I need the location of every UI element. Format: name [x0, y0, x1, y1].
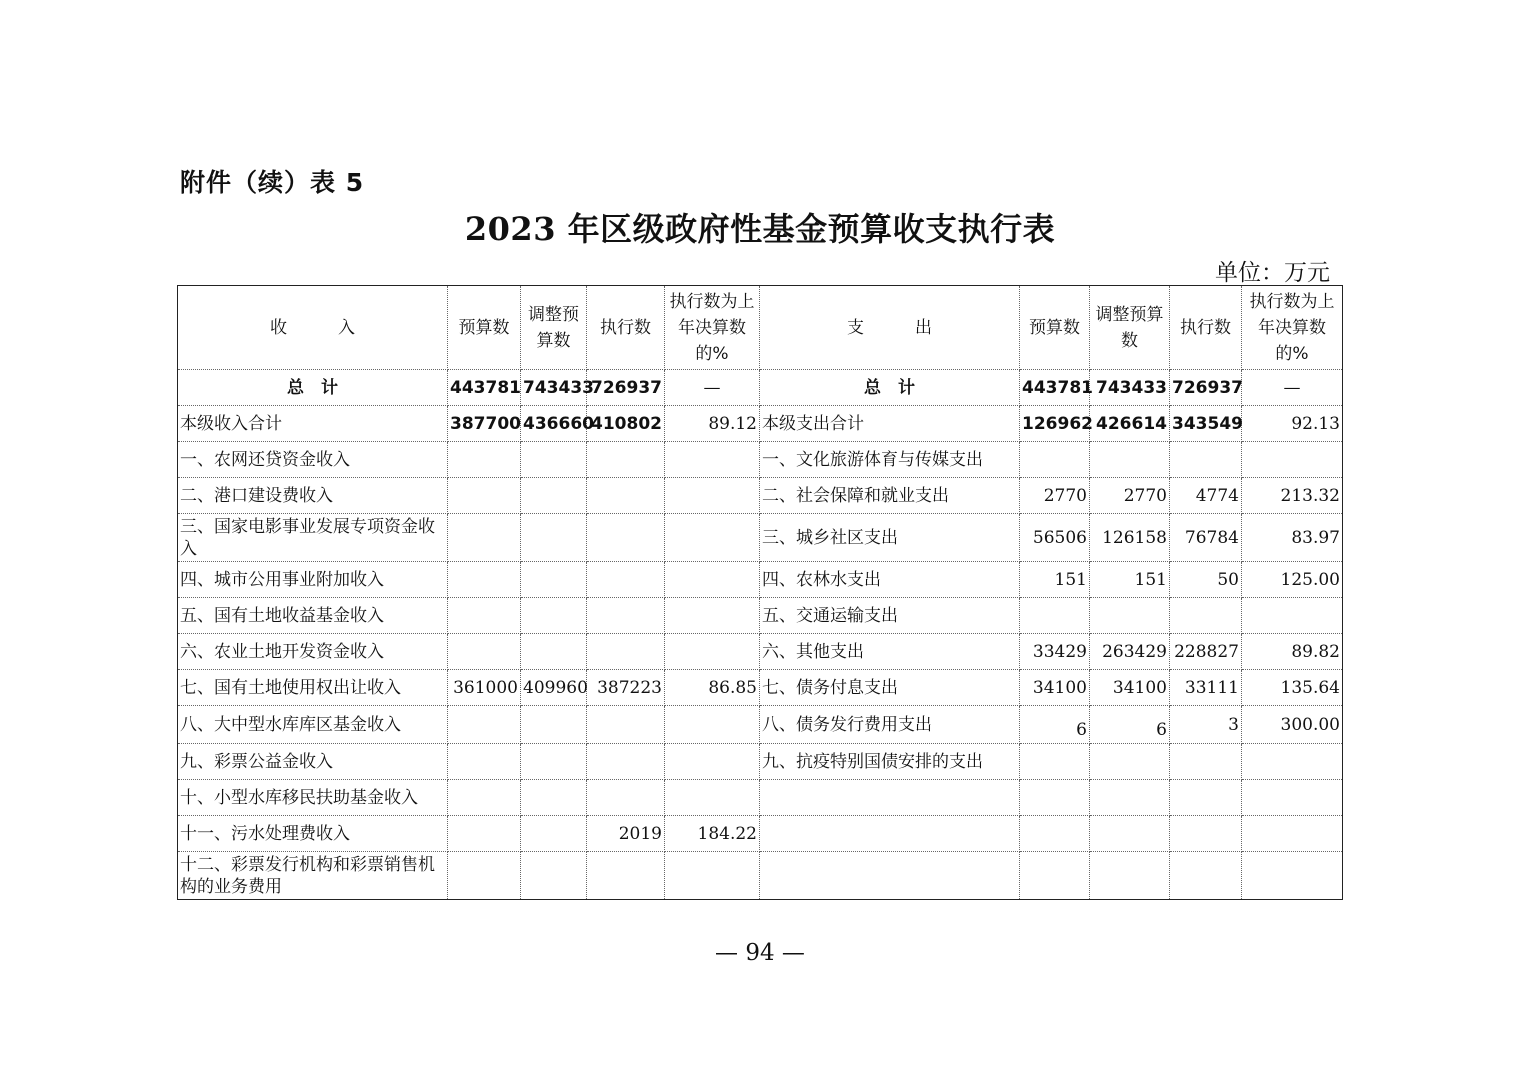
income-item: 四、城市公用事业附加收入 — [178, 562, 448, 598]
total-expense-ratio: — — [1242, 370, 1343, 406]
subtotal-income-ratio: 89.12 — [665, 406, 760, 442]
header-ratio: 执行数为上年决算数的% — [1242, 286, 1343, 370]
expense-budget: 33429 — [1020, 634, 1090, 670]
income-ratio — [665, 442, 760, 478]
expense-item — [760, 780, 1020, 816]
income-adjusted: 409960 — [521, 670, 587, 706]
total-income-executed: 726937 — [587, 370, 665, 406]
expense-executed: 33111 — [1170, 670, 1242, 706]
page-title: 2023 年区级政府性基金预算收支执行表 — [464, 210, 1056, 248]
income-item: 七、国有土地使用权出让收入 — [178, 670, 448, 706]
income-executed — [587, 634, 665, 670]
table-row — [178, 706, 1343, 744]
income-ratio — [665, 852, 760, 900]
table-row — [178, 514, 1343, 562]
total-income-ratio: — — [665, 370, 760, 406]
expense-item: 一、文化旅游体育与传媒支出 — [760, 442, 1020, 478]
income-budget — [448, 478, 521, 514]
income-ratio: 184.22 — [665, 816, 760, 852]
income-budget — [448, 562, 521, 598]
expense-budget: 56506 — [1020, 514, 1090, 562]
expense-ratio — [1242, 744, 1343, 780]
expense-adjusted — [1090, 816, 1170, 852]
page-number: — 94 — — [715, 940, 805, 966]
expense-adjusted: 263429 — [1090, 634, 1170, 670]
total-income-label: 总 计 — [178, 370, 448, 406]
expense-adjusted — [1090, 780, 1170, 816]
income-item: 十二、彩票发行机构和彩票销售机构的业务费用 — [178, 852, 448, 900]
table-row — [178, 634, 1343, 670]
income-executed — [587, 852, 665, 900]
total-expense-adjusted: 743433 — [1090, 370, 1170, 406]
expense-item: 六、其他支出 — [760, 634, 1020, 670]
income-adjusted — [521, 634, 587, 670]
budget-table — [177, 285, 1343, 900]
header-row — [178, 286, 1343, 370]
income-adjusted — [521, 780, 587, 816]
expense-executed: 76784 — [1170, 514, 1242, 562]
expense-executed — [1170, 780, 1242, 816]
header-expense: 支 出 — [760, 286, 1020, 370]
income-ratio — [665, 514, 760, 562]
expense-adjusted: 34100 — [1090, 670, 1170, 706]
income-executed: 387223 — [587, 670, 665, 706]
expense-item: 三、城乡社区支出 — [760, 514, 1020, 562]
expense-ratio: 83.97 — [1242, 514, 1343, 562]
expense-item: 五、交通运输支出 — [760, 598, 1020, 634]
expense-item: 八、债务发行费用支出 — [760, 706, 1020, 744]
income-adjusted — [521, 706, 587, 744]
total-income-adjusted: 743433 — [521, 370, 587, 406]
expense-adjusted — [1090, 442, 1170, 478]
income-budget — [448, 634, 521, 670]
income-budget — [448, 514, 521, 562]
subtotal-expense-budget: 126962 — [1020, 406, 1090, 442]
income-ratio — [665, 780, 760, 816]
expense-adjusted: 151 — [1090, 562, 1170, 598]
total-expense-label: 总 计 — [760, 370, 1020, 406]
income-item: 三、国家电影事业发展专项资金收入 — [178, 514, 448, 562]
income-ratio — [665, 478, 760, 514]
expense-executed — [1170, 598, 1242, 634]
expense-budget — [1020, 852, 1090, 900]
expense-budget — [1020, 598, 1090, 634]
income-item: 六、农业土地开发资金收入 — [178, 634, 448, 670]
header-executed: 执行数 — [1170, 286, 1242, 370]
table-row — [178, 562, 1343, 598]
expense-executed — [1170, 852, 1242, 900]
income-item: 二、港口建设费收入 — [178, 478, 448, 514]
expense-budget: 151 — [1020, 562, 1090, 598]
subtotal-income-label: 本级收入合计 — [178, 406, 448, 442]
annex-label: 附件（续）表 5 — [180, 168, 365, 197]
expense-executed — [1170, 816, 1242, 852]
subtotal-income-executed: 410802 — [587, 406, 665, 442]
income-budget — [448, 442, 521, 478]
income-adjusted — [521, 562, 587, 598]
income-ratio: 86.85 — [665, 670, 760, 706]
expense-budget — [1020, 442, 1090, 478]
total-income-budget: 443781 — [448, 370, 521, 406]
subtotal-expense-ratio: 92.13 — [1242, 406, 1343, 442]
expense-budget: 6 — [1020, 706, 1090, 744]
income-executed — [587, 514, 665, 562]
expense-item: 七、债务付息支出 — [760, 670, 1020, 706]
expense-adjusted: 2770 — [1090, 478, 1170, 514]
header-budget: 预算数 — [1020, 286, 1090, 370]
expense-executed: 3 — [1170, 706, 1242, 744]
income-budget — [448, 598, 521, 634]
expense-budget: 34100 — [1020, 670, 1090, 706]
subtotal-expense-label: 本级支出合计 — [760, 406, 1020, 442]
expense-budget — [1020, 744, 1090, 780]
table-row — [178, 478, 1343, 514]
total-row — [178, 370, 1343, 406]
expense-executed: 228827 — [1170, 634, 1242, 670]
total-expense-budget: 443781 — [1020, 370, 1090, 406]
expense-executed — [1170, 744, 1242, 780]
income-adjusted — [521, 816, 587, 852]
expense-item — [760, 852, 1020, 900]
expense-ratio — [1242, 852, 1343, 900]
income-budget — [448, 780, 521, 816]
expense-ratio: 213.32 — [1242, 478, 1343, 514]
table-row — [178, 598, 1343, 634]
expense-budget — [1020, 780, 1090, 816]
income-adjusted — [521, 852, 587, 900]
expense-adjusted: 6 — [1090, 706, 1170, 744]
expense-ratio: 135.64 — [1242, 670, 1343, 706]
expense-ratio — [1242, 816, 1343, 852]
table-row — [178, 852, 1343, 900]
expense-ratio — [1242, 780, 1343, 816]
income-item: 十、小型水库移民扶助基金收入 — [178, 780, 448, 816]
income-executed: 2019 — [587, 816, 665, 852]
income-adjusted — [521, 598, 587, 634]
income-item: 五、国有土地收益基金收入 — [178, 598, 448, 634]
expense-executed: 50 — [1170, 562, 1242, 598]
expense-adjusted — [1090, 744, 1170, 780]
expense-item — [760, 816, 1020, 852]
income-budget — [448, 744, 521, 780]
subtotal-row — [178, 406, 1343, 442]
income-item: 一、农网还贷资金收入 — [178, 442, 448, 478]
expense-executed — [1170, 442, 1242, 478]
table-row — [178, 442, 1343, 478]
income-executed — [587, 780, 665, 816]
expense-ratio: 125.00 — [1242, 562, 1343, 598]
header-adjusted: 调整预算数 — [521, 286, 587, 370]
header-income: 收 入 — [178, 286, 448, 370]
expense-item: 四、农林水支出 — [760, 562, 1020, 598]
expense-executed: 4774 — [1170, 478, 1242, 514]
income-ratio — [665, 634, 760, 670]
table-row — [178, 744, 1343, 780]
income-item: 八、大中型水库库区基金收入 — [178, 706, 448, 744]
subtotal-expense-executed: 343549 — [1170, 406, 1242, 442]
unit-label: 单位：万元 — [1215, 260, 1330, 286]
header-budget: 预算数 — [448, 286, 521, 370]
income-budget — [448, 852, 521, 900]
table-row — [178, 780, 1343, 816]
header-executed: 执行数 — [587, 286, 665, 370]
expense-budget — [1020, 816, 1090, 852]
expense-adjusted: 126158 — [1090, 514, 1170, 562]
expense-ratio — [1242, 442, 1343, 478]
income-adjusted — [521, 442, 587, 478]
income-budget: 361000 — [448, 670, 521, 706]
subtotal-expense-adjusted: 426614 — [1090, 406, 1170, 442]
header-ratio: 执行数为上年决算数的% — [665, 286, 760, 370]
income-executed — [587, 706, 665, 744]
subtotal-income-budget: 387700 — [448, 406, 521, 442]
income-ratio — [665, 706, 760, 744]
expense-item: 二、社会保障和就业支出 — [760, 478, 1020, 514]
table-row — [178, 816, 1343, 852]
expense-adjusted — [1090, 598, 1170, 634]
income-ratio — [665, 562, 760, 598]
header-adjusted: 调整预算数 — [1090, 286, 1170, 370]
income-executed — [587, 562, 665, 598]
income-ratio — [665, 744, 760, 780]
income-executed — [587, 598, 665, 634]
expense-ratio: 300.00 — [1242, 706, 1343, 744]
table-row — [178, 670, 1343, 706]
income-budget — [448, 816, 521, 852]
income-item: 十一、污水处理费收入 — [178, 816, 448, 852]
income-budget — [448, 706, 521, 744]
expense-ratio: 89.82 — [1242, 634, 1343, 670]
income-adjusted — [521, 744, 587, 780]
income-ratio — [665, 598, 760, 634]
subtotal-income-adjusted: 436660 — [521, 406, 587, 442]
total-expense-executed: 726937 — [1170, 370, 1242, 406]
expense-item: 九、抗疫特别国债安排的支出 — [760, 744, 1020, 780]
expense-budget: 2770 — [1020, 478, 1090, 514]
income-executed — [587, 744, 665, 780]
income-executed — [587, 442, 665, 478]
income-executed — [587, 478, 665, 514]
expense-adjusted — [1090, 852, 1170, 900]
income-adjusted — [521, 478, 587, 514]
income-adjusted — [521, 514, 587, 562]
expense-ratio — [1242, 598, 1343, 634]
income-item: 九、彩票公益金收入 — [178, 744, 448, 780]
